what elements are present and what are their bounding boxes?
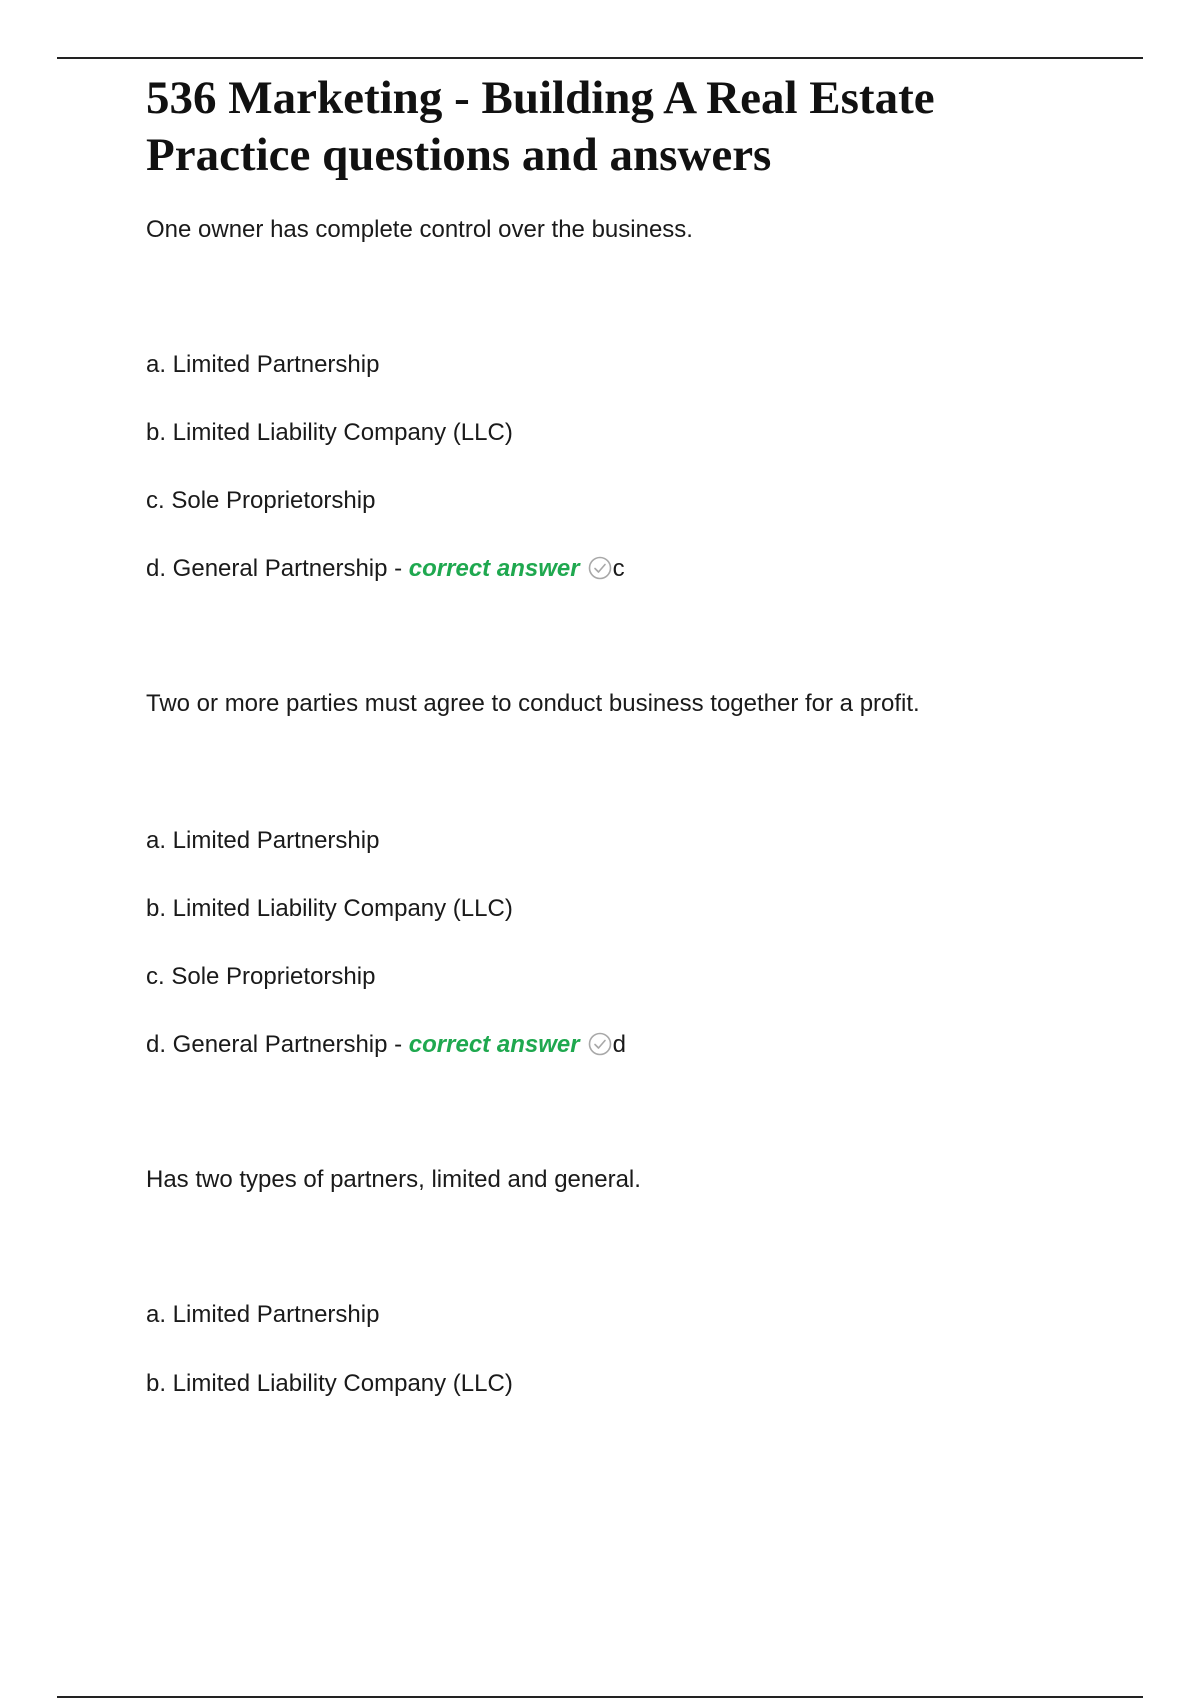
document-title xyxy=(146,70,1146,184)
correct-answer-label: correct answer xyxy=(408,555,580,582)
correct-answer-label: correct answer xyxy=(408,1031,580,1058)
bottom-rule xyxy=(57,1696,1143,1698)
question-3-option-b: b. Limited Liability Company (LLC) xyxy=(146,1370,513,1397)
question-1-option-a: a. Limited Partnership xyxy=(146,351,380,378)
question-1-option-c: c. Sole Proprietorship xyxy=(146,487,376,514)
check-circle-icon xyxy=(588,556,612,580)
question-3-option-a: a. Limited Partnership xyxy=(146,1301,380,1328)
document-body xyxy=(146,70,1146,1399)
question-3-prompt: Has two types of partners, limited and general. xyxy=(146,1166,641,1193)
check-circle-icon xyxy=(588,1032,612,1056)
question-2-option-a: a. Limited Partnership xyxy=(146,827,380,854)
answer-letter: d xyxy=(612,1031,626,1058)
question-2-prompt: Two or more parties must agree to conduct business together for a profit. xyxy=(146,690,920,717)
question-1-prompt: One owner has complete control over the business. xyxy=(146,216,693,243)
question-1-option-d xyxy=(146,554,1146,584)
question-2-option-d xyxy=(146,1030,1146,1060)
answer-letter: c xyxy=(612,555,625,582)
question-2-option-c: c. Sole Proprietorship xyxy=(146,963,376,990)
title-line-2: Practice questions and answers xyxy=(146,129,772,181)
question-2-option-b: b. Limited Liability Company (LLC) xyxy=(146,895,513,922)
top-rule xyxy=(57,57,1143,59)
option-d-text: d. General Partnership - xyxy=(146,1031,409,1058)
title-line-1: 536 Marketing - Building A Real Estate xyxy=(146,72,935,124)
option-d-text: d. General Partnership - xyxy=(146,555,409,582)
question-1-option-b: b. Limited Liability Company (LLC) xyxy=(146,419,513,446)
